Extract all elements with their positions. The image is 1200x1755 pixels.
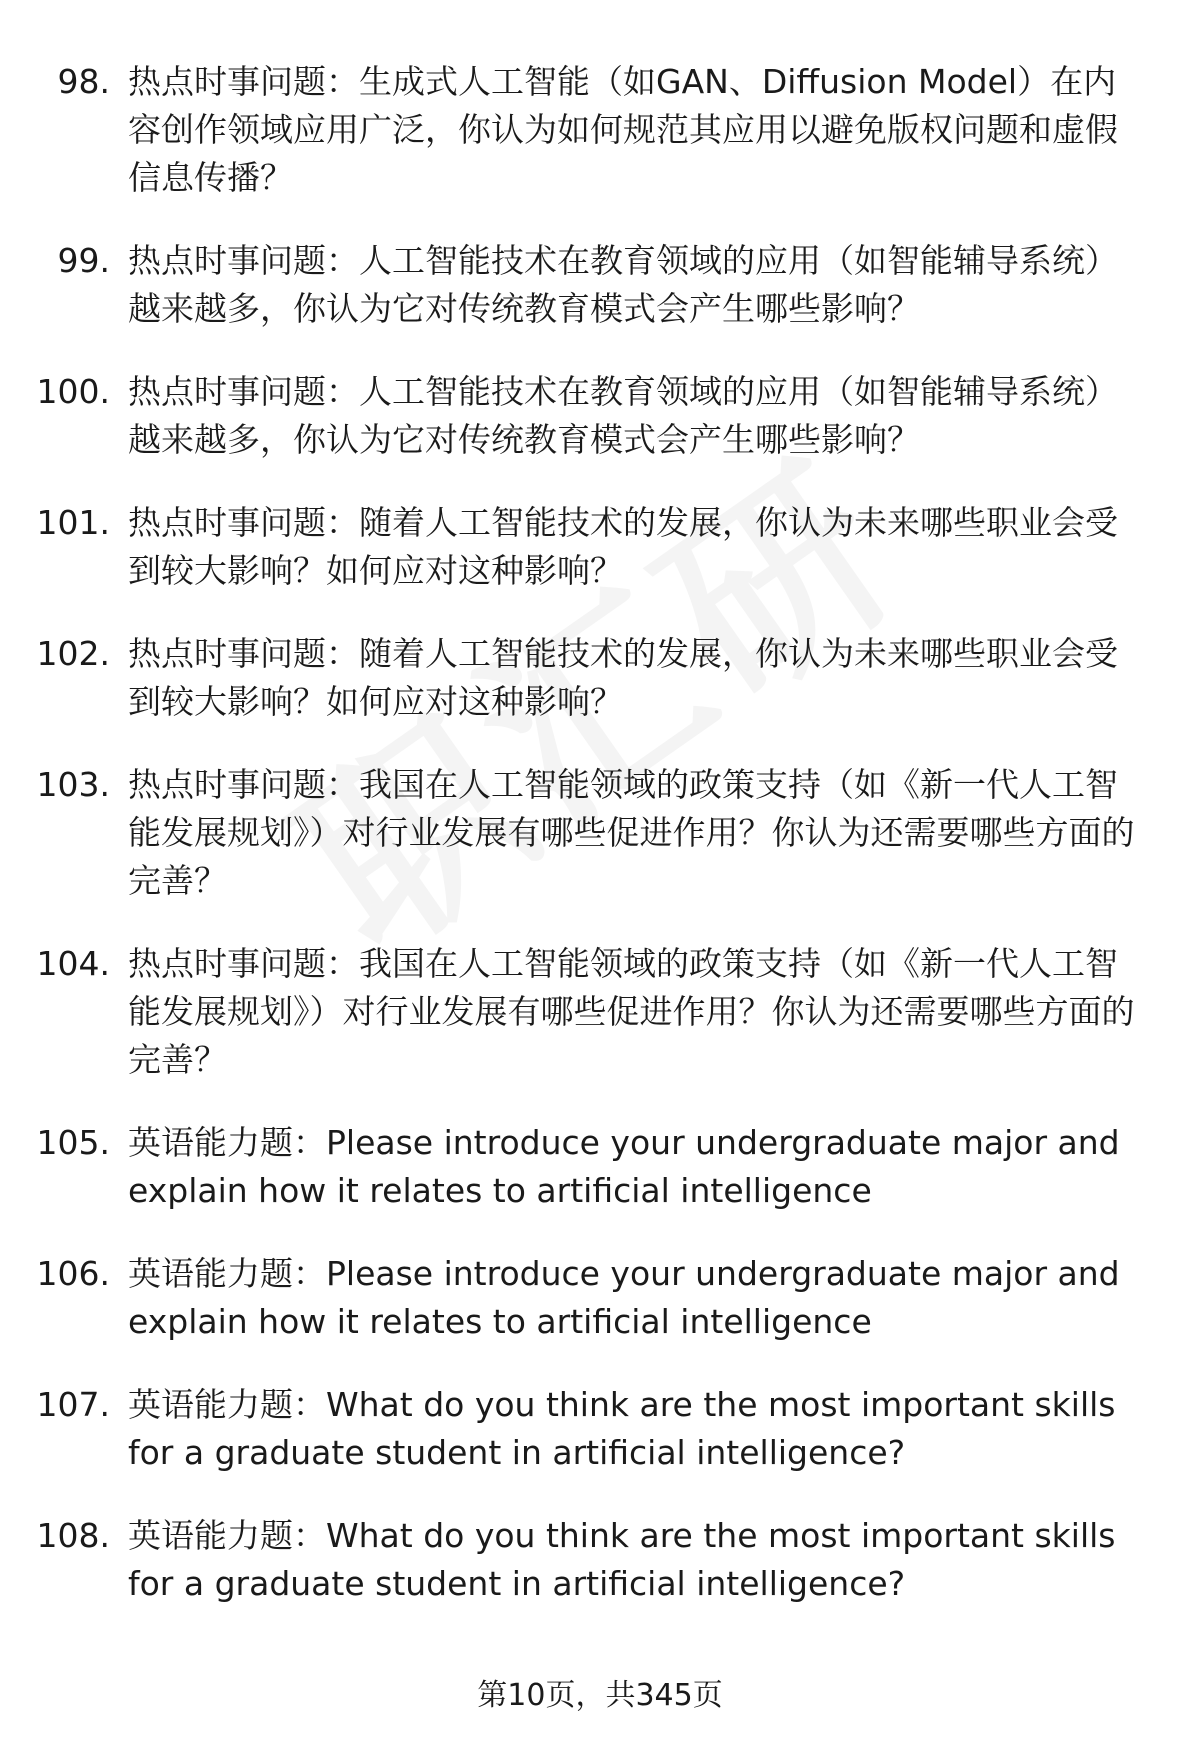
question-text: 英语能力题：What do you think are the most important skills for a graduate student in artificial intelligence?	[128, 1516, 1116, 1603]
question-list	[0, 58, 1200, 1643]
question-number: 108.	[36, 1516, 110, 1555]
question-text: 英语能力题：Please introduce your undergraduate major and explain how it relates to artificial intelligence	[128, 1123, 1120, 1210]
question-number: 107.	[36, 1385, 110, 1424]
question-number: 100.	[36, 372, 110, 411]
question-text: 热点时事问题：我国在人工智能领域的政策支持（如《新一代人工智能发展规划》）对行业发展有哪些促进作用？你认为还需要哪些方面的完善？	[128, 765, 1135, 900]
question-text: 英语能力题：Please introduce your undergraduate major and explain how it relates to artificial intelligence	[128, 1254, 1120, 1341]
question-number: 101.	[36, 503, 110, 542]
question-item	[0, 1381, 1200, 1477]
question-number: 98.	[57, 62, 110, 101]
question-text: 热点时事问题：人工智能技术在教育领域的应用（如智能辅导系统）越来越多，你认为它对传统教育模式会产生哪些影响？	[128, 372, 1118, 459]
question-item	[0, 1250, 1200, 1346]
question-item	[0, 368, 1200, 464]
question-number: 104.	[36, 944, 110, 983]
question-text: 热点时事问题：生成式人工智能（如GAN、Diffusion Model）在内容创作领域应用广泛，你认为如何规范其应用以避免版权问题和虚假信息传播？	[128, 62, 1118, 197]
question-item	[0, 1119, 1200, 1215]
question-text: 热点时事问题：随着人工智能技术的发展，你认为未来哪些职业会受到较大影响？如何应对这种影响？	[128, 634, 1118, 721]
question-number: 99.	[57, 241, 110, 280]
question-item	[0, 1512, 1200, 1608]
question-text: 热点时事问题：人工智能技术在教育领域的应用（如智能辅导系统）越来越多，你认为它对传统教育模式会产生哪些影响？	[128, 241, 1118, 328]
question-text: 英语能力题：What do you think are the most important skills for a graduate student in artificial intelligence?	[128, 1385, 1116, 1472]
question-number: 106.	[36, 1254, 110, 1293]
question-item	[0, 58, 1200, 202]
question-number: 105.	[36, 1123, 110, 1162]
question-text: 热点时事问题：我国在人工智能领域的政策支持（如《新一代人工智能发展规划》）对行业发展有哪些促进作用？你认为还需要哪些方面的完善？	[128, 944, 1135, 1079]
question-item	[0, 761, 1200, 905]
question-text: 热点时事问题：随着人工智能技术的发展，你认为未来哪些职业会受到较大影响？如何应对这种影响？	[128, 503, 1118, 590]
question-item	[0, 499, 1200, 595]
question-number: 103.	[36, 765, 110, 804]
question-item	[0, 940, 1200, 1084]
question-item	[0, 630, 1200, 726]
question-number: 102.	[36, 634, 110, 673]
question-item	[0, 237, 1200, 333]
page-footer: 第10页，共345页	[477, 1678, 723, 1713]
